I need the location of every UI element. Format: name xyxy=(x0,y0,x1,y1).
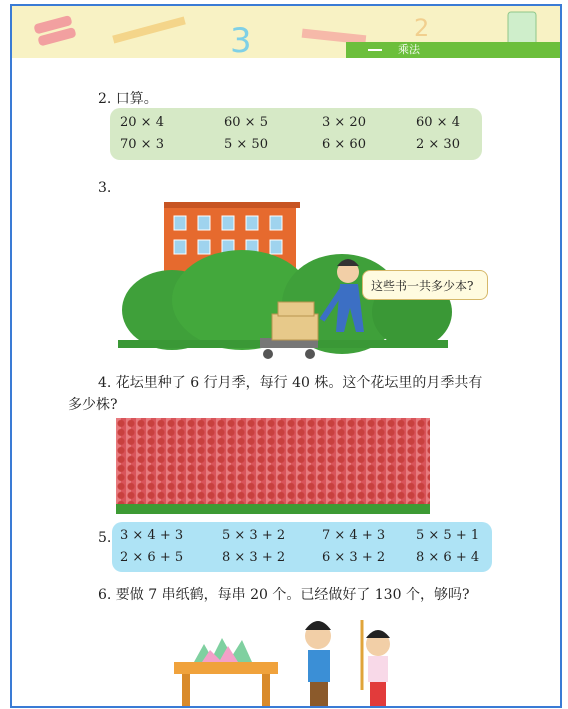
q2-item: 60 × 5 xyxy=(224,115,268,130)
q5-box xyxy=(112,522,492,572)
q2-item: 3 × 20 xyxy=(322,115,366,130)
q5-label: 5. xyxy=(98,530,112,546)
q5-item: 8 × 3 + 2 xyxy=(222,550,286,565)
q2-item: 70 × 3 xyxy=(120,137,164,152)
svg-text:3: 3 xyxy=(230,21,252,58)
q5-item: 2 × 6 + 5 xyxy=(120,550,184,565)
q2-item: 20 × 4 xyxy=(120,115,164,130)
q2-box xyxy=(110,108,482,160)
speech-text: 这些书一共多少本? xyxy=(371,279,474,293)
q5-item: 7 × 4 + 3 xyxy=(322,528,386,543)
q5-item: 5 × 5 + 1 xyxy=(416,528,480,543)
q3-label: 3. xyxy=(98,180,112,196)
rose-bed-picture xyxy=(116,418,430,514)
header-banner xyxy=(12,6,560,58)
q5-item: 5 × 3 + 2 xyxy=(222,528,286,543)
q2-item: 6 × 60 xyxy=(322,137,366,152)
q5-item: 3 × 4 + 3 xyxy=(120,528,184,543)
page-frame xyxy=(10,4,562,708)
q5-item: 8 × 6 + 4 xyxy=(416,550,480,565)
q2-label: 2. 口算。 xyxy=(98,91,158,107)
band-dash xyxy=(368,49,382,51)
q2-item: 5 × 50 xyxy=(224,137,268,152)
q6-illustration xyxy=(172,610,412,706)
q2-item: 60 × 4 xyxy=(416,115,460,130)
q5-item: 6 × 3 + 2 xyxy=(322,550,386,565)
q4-line2: 多少株? xyxy=(68,397,118,413)
svg-text:2: 2 xyxy=(414,14,430,42)
q6-label: 6. 要做 7 串纸鹤，每串 20 个。已经做好了 130 个，够吗? xyxy=(98,587,470,603)
q4-line1: 4. 花坛里种了 6 行月季，每行 40 株。这个花坛里的月季共有 xyxy=(98,375,483,391)
chapter-title: 乘法 xyxy=(398,43,420,56)
q2-item: 2 × 30 xyxy=(416,137,460,152)
chapter-band xyxy=(346,42,560,58)
speech-bubble xyxy=(362,270,488,300)
